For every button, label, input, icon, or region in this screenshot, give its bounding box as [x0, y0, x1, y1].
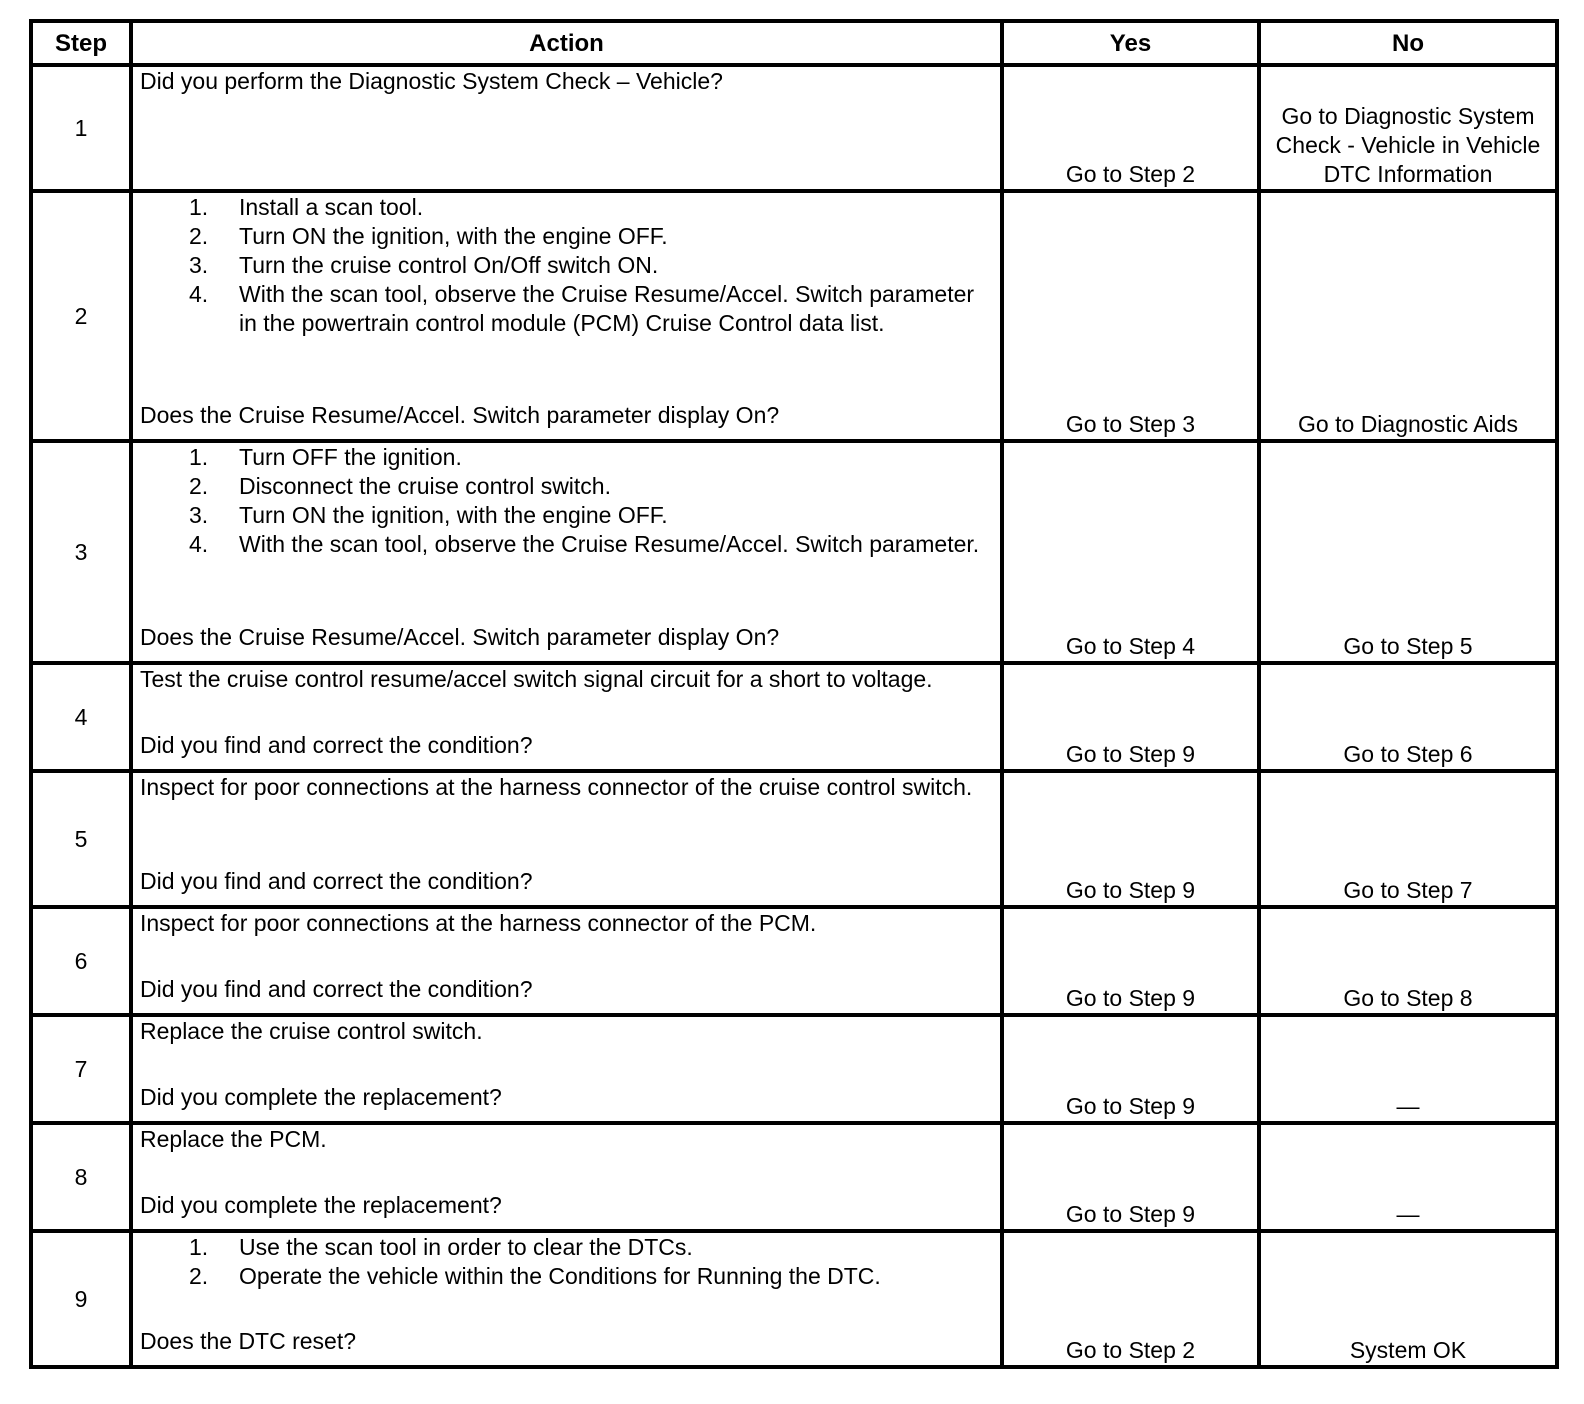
header-yes: Yes — [1002, 21, 1259, 65]
header-row — [31, 21, 1557, 65]
table-row — [31, 1123, 1557, 1231]
action-content — [140, 443, 993, 652]
no-result: Go to Step 5 — [1259, 441, 1557, 663]
procedure-item-text: With the scan tool, observe the Cruise Resume/Accel. Switch parameter in the powertrain control module (PCM) Cruise Control data list. — [239, 281, 975, 336]
action-content — [140, 1017, 993, 1112]
action-content — [140, 909, 993, 1004]
procedure-item-number: 2. — [189, 473, 209, 499]
procedure-item-text: Turn ON the ignition, with the engine OFF. — [239, 502, 668, 528]
action-content — [140, 773, 993, 896]
procedure-item-text: Disconnect the cruise control switch. — [239, 473, 611, 499]
procedure-item — [140, 193, 993, 222]
step-number: 6 — [31, 907, 131, 1015]
action-cell — [131, 907, 1002, 1015]
action-cell — [131, 191, 1002, 441]
no-result: System OK — [1259, 1231, 1557, 1367]
action-instruction: Test the cruise control resume/accel switch signal circuit for a short to voltage. — [140, 666, 933, 692]
procedure-item-number: 3. — [189, 502, 209, 528]
action-content — [140, 1125, 993, 1220]
action-cell — [131, 1015, 1002, 1123]
yes-result: Go to Step 3 — [1002, 191, 1259, 441]
no-result: — — [1259, 1015, 1557, 1123]
action-question: Did you find and correct the condition? — [140, 732, 533, 758]
yes-result: Go to Step 9 — [1002, 907, 1259, 1015]
yes-result: Go to Step 2 — [1002, 1231, 1259, 1367]
action-cell — [131, 771, 1002, 907]
yes-result: Go to Step 9 — [1002, 663, 1259, 771]
procedure-item — [140, 530, 993, 559]
header-step: Step — [31, 21, 131, 65]
no-result: — — [1259, 1123, 1557, 1231]
step-number: 5 — [31, 771, 131, 907]
action-content — [140, 193, 993, 430]
table-row — [31, 65, 1557, 191]
yes-result: Go to Step 9 — [1002, 771, 1259, 907]
procedure-item — [140, 1233, 993, 1262]
table-body — [31, 65, 1557, 1367]
action-instruction: Inspect for poor connections at the harness connector of the cruise control switch. — [140, 774, 973, 800]
procedure-item-text: With the scan tool, observe the Cruise Resume/Accel. Switch parameter. — [239, 531, 980, 557]
action-cell — [131, 65, 1002, 191]
table-row — [31, 1015, 1557, 1123]
yes-result: Go to Step 9 — [1002, 1123, 1259, 1231]
action-instruction: Inspect for poor connections at the harness connector of the PCM. — [140, 910, 817, 936]
action-question: Did you complete the replacement? — [140, 1192, 502, 1218]
table-row — [31, 191, 1557, 441]
procedure-list — [140, 193, 993, 338]
yes-result: Go to Step 2 — [1002, 65, 1259, 191]
table-row — [31, 441, 1557, 663]
procedure-item — [140, 222, 993, 251]
step-number: 3 — [31, 441, 131, 663]
table-row — [31, 663, 1557, 771]
procedure-item-text: Turn OFF the ignition. — [239, 444, 462, 470]
no-result: Go to Step 6 — [1259, 663, 1557, 771]
table-row — [31, 771, 1557, 907]
procedure-item-text: Operate the vehicle within the Conditions for Running the DTC. — [239, 1263, 881, 1289]
step-number: 2 — [31, 191, 131, 441]
action-cell — [131, 663, 1002, 771]
action-content — [140, 1233, 993, 1356]
yes-result: Go to Step 4 — [1002, 441, 1259, 663]
action-instruction: Did you perform the Diagnostic System Check – Vehicle? — [140, 68, 723, 94]
header-action: Action — [131, 21, 1002, 65]
no-result: Go to Step 8 — [1259, 907, 1557, 1015]
diagnostic-table — [29, 19, 1559, 1369]
action-instruction: Replace the PCM. — [140, 1126, 327, 1152]
yes-result: Go to Step 9 — [1002, 1015, 1259, 1123]
procedure-item — [140, 1262, 993, 1291]
procedure-item-number: 2. — [189, 223, 209, 249]
procedure-item-number: 1. — [189, 1234, 209, 1260]
table-row — [31, 1231, 1557, 1367]
procedure-item-text: Turn the cruise control On/Off switch ON. — [239, 252, 659, 278]
procedure-item-number: 4. — [189, 281, 209, 307]
procedure-item-text: Use the scan tool in order to clear the DTCs. — [239, 1234, 693, 1260]
procedure-item-text: Install a scan tool. — [239, 194, 424, 220]
no-result: Go to Step 7 — [1259, 771, 1557, 907]
action-question: Did you find and correct the condition? — [140, 868, 533, 894]
procedure-list — [140, 1233, 993, 1291]
procedure-item-number: 1. — [189, 194, 209, 220]
step-number: 4 — [31, 663, 131, 771]
procedure-item-text: Turn ON the ignition, with the engine OFF. — [239, 223, 668, 249]
procedure-item-number: 2. — [189, 1263, 209, 1289]
procedure-item — [140, 443, 993, 472]
action-question: Did you find and correct the condition? — [140, 976, 533, 1002]
step-number: 9 — [31, 1231, 131, 1367]
step-number: 7 — [31, 1015, 131, 1123]
action-cell — [131, 441, 1002, 663]
action-instruction: Replace the cruise control switch. — [140, 1018, 483, 1044]
action-question: Did you complete the replacement? — [140, 1084, 502, 1110]
action-content — [140, 665, 993, 760]
procedure-list — [140, 443, 993, 559]
procedure-item — [140, 472, 993, 501]
step-number: 8 — [31, 1123, 131, 1231]
action-content — [140, 67, 993, 180]
procedure-item — [140, 280, 993, 338]
action-cell — [131, 1123, 1002, 1231]
procedure-item — [140, 251, 993, 280]
table-row — [31, 907, 1557, 1015]
procedure-item — [140, 501, 993, 530]
procedure-item-number: 1. — [189, 444, 209, 470]
procedure-item-number: 3. — [189, 252, 209, 278]
step-number: 1 — [31, 65, 131, 191]
procedure-item-number: 4. — [189, 531, 209, 557]
header-no: No — [1259, 21, 1557, 65]
action-question: Does the Cruise Resume/Accel. Switch parameter display On? — [140, 624, 780, 650]
action-question: Does the Cruise Resume/Accel. Switch parameter display On? — [140, 402, 780, 428]
action-cell — [131, 1231, 1002, 1367]
no-result: Go to Diagnostic System Check - Vehicle in Vehicle DTC Information — [1259, 65, 1557, 191]
action-question: Does the DTC reset? — [140, 1328, 357, 1354]
no-result: Go to Diagnostic Aids — [1259, 191, 1557, 441]
